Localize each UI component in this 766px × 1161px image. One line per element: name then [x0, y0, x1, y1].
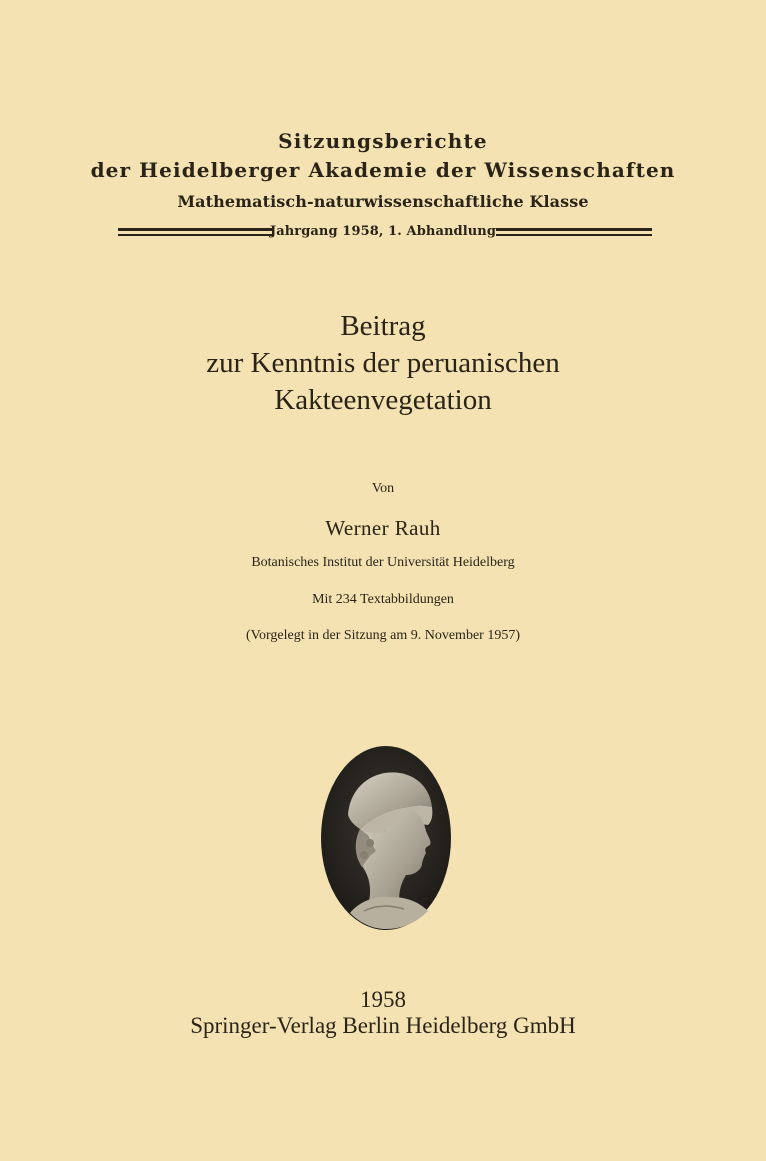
author-institute: Botanisches Institut der Universität Heidelberg: [251, 555, 515, 570]
publication-year: 1958: [360, 987, 406, 1012]
byline-von: Von: [371, 481, 395, 496]
series-class: Mathematisch-naturwissenschaftliche Klasse: [177, 192, 589, 211]
athena-cameo-emblem-icon: [320, 745, 452, 931]
book-title-line-3: Kakteenvegetation: [274, 384, 492, 416]
publisher-name: Springer-Verlag Berlin Heidelberg GmbH: [190, 1013, 576, 1038]
volume-info: Jahrgang 1958, 1. Abhandlung: [269, 224, 497, 239]
series-title: Sitzungsberichte: [278, 129, 488, 153]
author-name: Werner Rauh: [325, 516, 441, 540]
presentation-note: (Vorgelegt in der Sitzung am 9. November 1957): [246, 628, 520, 643]
book-title-line-1: Beitrag: [340, 310, 426, 342]
figure-count: Mit 234 Textabbildungen: [312, 592, 454, 607]
double-rule-right: [496, 228, 652, 236]
book-title-line-2: zur Kenntnis der peruanischen: [206, 347, 560, 379]
series-subtitle: der Heidelberger Akademie der Wissenschaften: [90, 158, 676, 182]
